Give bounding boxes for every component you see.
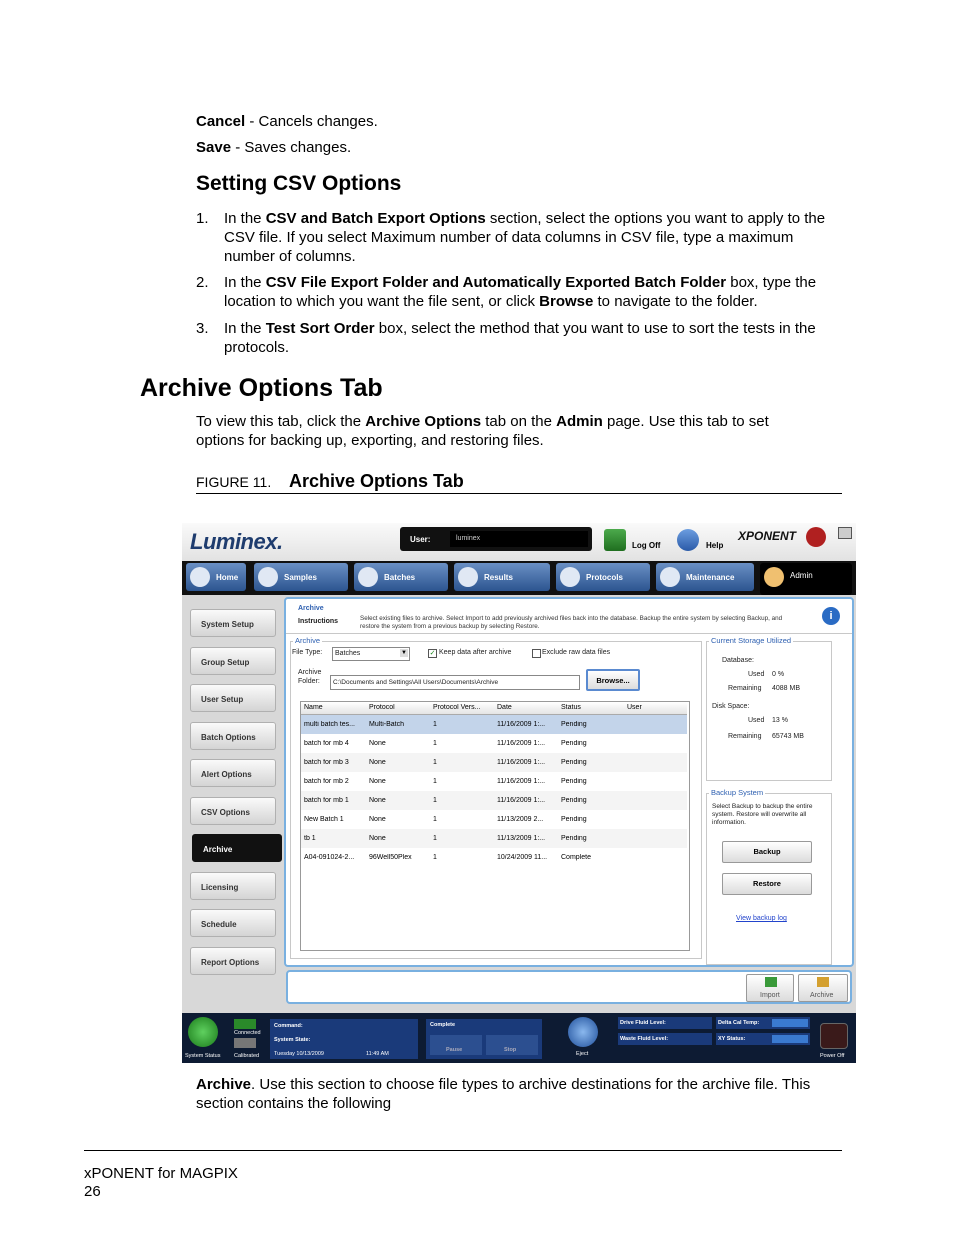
db-used-value: 0 % (772, 671, 785, 678)
table-cell: batch for mb 3 (304, 759, 349, 766)
figure-caption (196, 471, 842, 494)
table-cell: 1 (433, 797, 437, 804)
table-row[interactable] (301, 734, 687, 753)
disk-remaining-value: 65743 MB (772, 733, 804, 740)
app-header (182, 523, 856, 561)
nav-admin[interactable]: Admin (760, 563, 852, 595)
sidebar-item-report-options[interactable]: Report Options (190, 947, 276, 975)
view-backup-log-link[interactable]: View backup log (736, 915, 787, 922)
table-cell: Pending (561, 816, 587, 823)
drive-fluid-panel: Drive Fluid Level: (618, 1017, 712, 1029)
archive-screenshot (182, 523, 856, 1063)
archive-group-title: Archive (295, 636, 321, 645)
eject-icon[interactable] (568, 1017, 598, 1047)
sidebar-item-system-setup[interactable]: System Setup (190, 609, 276, 637)
table-cell: 1 (433, 835, 437, 842)
chevron-down-icon: ▼ (401, 650, 407, 656)
table-row[interactable] (301, 791, 687, 810)
col-protocol-version[interactable]: Protocol Vers... (433, 704, 481, 711)
table-cell: None (369, 759, 386, 766)
col-name[interactable]: Name (304, 704, 323, 711)
table-cell: Pending (561, 740, 587, 747)
status-bar (182, 1013, 856, 1063)
calibrated-icon (234, 1038, 256, 1048)
table-cell: 11/16/2009 1:... (497, 721, 546, 728)
table-cell: None (369, 740, 386, 747)
table-cell: 11/13/2009 1:... (497, 835, 546, 842)
disk-used-value: 13 % (772, 717, 788, 724)
user-box (400, 527, 592, 551)
table-row[interactable] (301, 753, 687, 772)
col-date[interactable]: Date (497, 704, 512, 711)
nav-maintenance[interactable]: Maintenance (656, 563, 754, 591)
table-cell: 1 (433, 854, 437, 861)
connected-label: Connected (234, 1030, 261, 1036)
logoff-icon[interactable] (604, 529, 626, 551)
table-cell: None (369, 835, 386, 842)
table-cell: 11/16/2009 1:... (497, 778, 546, 785)
disk-remaining-label: Remaining (728, 733, 762, 740)
database-label: Database: (722, 657, 754, 664)
table-cell: tb 1 (304, 835, 316, 842)
table-cell: A04-091024-2... (304, 854, 355, 861)
table-cell: None (369, 797, 386, 804)
archive-folder-label-2: Folder: (298, 678, 320, 685)
table-cell: New Batch 1 (304, 816, 344, 823)
import-icon (765, 977, 777, 987)
delta-cal-panel: Delta Cal Temp: (716, 1017, 810, 1029)
step-3: 3. In the Test Sort Order box, select the method that you want to use to sort the tests in the protocols. (196, 320, 816, 356)
table-cell: Complete (561, 854, 591, 861)
archive-table (300, 701, 690, 951)
xponent-brand: XPONENT (738, 529, 797, 543)
keep-data-label: Keep data after archive (439, 649, 512, 656)
table-cell: 1 (433, 778, 437, 785)
exclude-raw-checkbox[interactable] (532, 649, 541, 658)
table-cell: 1 (433, 816, 437, 823)
footer-page-number: 26 (84, 1183, 101, 1200)
archive-folder-input[interactable]: C:\Documents and Settings\All Users\Documents\Archive (330, 675, 580, 690)
table-cell: 1 (433, 721, 437, 728)
save-description: Save - Saves changes. (196, 139, 352, 156)
admin-icon (764, 567, 784, 587)
sidebar-item-csv-options[interactable]: CSV Options (190, 797, 276, 825)
col-protocol[interactable]: Protocol (369, 704, 395, 711)
table-cell: Pending (561, 759, 587, 766)
sidebar-item-licensing[interactable]: Licensing (190, 872, 276, 900)
luminex-logo: Luminex. (190, 529, 283, 554)
table-row[interactable] (301, 772, 687, 791)
sidebar-item-alert-options[interactable]: Alert Options (190, 759, 276, 787)
table-cell: 1 (433, 740, 437, 747)
db-remaining-label: Remaining (728, 685, 762, 692)
footer-product: xPONENT for MAGPIX (84, 1165, 238, 1182)
progress-panel: Complete Pause Stop (426, 1019, 542, 1059)
power-indicator-icon (806, 527, 826, 547)
db-used-label: Used (748, 671, 765, 678)
table-row[interactable] (301, 810, 687, 829)
intro-paragraph: To view this tab, click the Archive Options tab on the Admin page. Use this tab to set options for backing up, exporting, and restoring files. (196, 413, 769, 449)
archive-box-icon (817, 977, 829, 987)
step-2: 2. In the CSV File Export Folder and Automatically Exported Batch Folder box, type the location to which you want the file sent, or click Browse to navigate to the folder. (196, 274, 817, 310)
instructions-label: Instructions (298, 618, 339, 625)
table-cell: Pending (561, 797, 587, 804)
table-cell: 11/16/2009 1:... (497, 759, 546, 766)
table-cell: None (369, 816, 386, 823)
main-nav (182, 561, 856, 595)
backup-title: Backup System (711, 788, 764, 797)
help-icon[interactable] (677, 529, 699, 551)
panel-title: Archive (298, 605, 324, 612)
home-icon (190, 567, 210, 587)
eject-label: Eject (576, 1051, 589, 1057)
results-icon (458, 567, 478, 587)
sidebar-item-user-setup[interactable]: User Setup (190, 684, 276, 712)
table-cell: Pending (561, 835, 587, 842)
power-off-label: Power Off (820, 1053, 845, 1059)
connected-icon (234, 1019, 256, 1029)
table-cell: 96Well50Plex (369, 854, 412, 861)
nav-home[interactable]: Home (186, 563, 246, 591)
col-status[interactable]: Status (561, 704, 581, 711)
nav-samples[interactable]: Samples (254, 563, 348, 591)
table-cell: 10/24/2009 11... (497, 854, 548, 861)
db-remaining-value: 4088 MB (772, 685, 801, 692)
table-row[interactable] (301, 715, 687, 734)
user-label: User: (410, 535, 431, 544)
table-cell: None (369, 778, 386, 785)
table-cell: batch for mb 1 (304, 797, 349, 804)
power-off-icon[interactable] (820, 1023, 848, 1049)
table-cell: 11/13/2009 2... (497, 816, 544, 823)
table-row[interactable] (301, 848, 687, 867)
batches-icon (358, 567, 378, 587)
import-button[interactable]: Import (746, 974, 794, 1002)
disk-label: Disk Space: (712, 703, 750, 710)
minimize-icon[interactable] (838, 527, 852, 539)
table-cell: Pending (561, 778, 587, 785)
col-user[interactable]: User (627, 704, 642, 711)
archive-panel (284, 597, 854, 967)
stop-button[interactable]: Stop (486, 1035, 538, 1055)
info-icon[interactable]: i (822, 607, 840, 625)
archive-folder-label: Archive (298, 669, 322, 676)
backup-text: Select Backup to backup the entire system. Restore will overwrite all information. (712, 803, 813, 826)
protocols-icon (560, 567, 580, 587)
figure-label: FIGURE 11. (196, 474, 272, 490)
nav-batches[interactable]: Batches (354, 563, 448, 591)
table-cell: Multi-Batch (369, 721, 405, 728)
file-type-select[interactable]: Batches ▼ (332, 647, 410, 661)
footer-divider (84, 1150, 842, 1151)
table-cell: 11/16/2009 1:... (497, 797, 546, 804)
table-row[interactable] (301, 829, 687, 848)
waste-fluid-panel: Waste Fluid Level: (618, 1033, 712, 1045)
file-type-label: File Type: (292, 649, 323, 656)
table-cell: 1 (433, 759, 437, 766)
keep-data-checkbox[interactable]: ✓ (429, 650, 436, 657)
csv-options-heading: Setting CSV Options (196, 172, 402, 195)
storage-title: Current Storage Utilized (711, 636, 792, 645)
table-cell: batch for mb 4 (304, 740, 349, 747)
logoff-button[interactable]: Log Off (632, 541, 661, 550)
instructions-text: Select existing files to archive. Select Import to add previously archived files back into the database. Backup the entire system by selecting Backup, and restore the system from a previous backup by selecting Restore. (360, 615, 783, 630)
archive-section-paragraph: Archive. Use this section to choose file types to archive destinations for the archive file. This section contains the following (196, 1076, 811, 1112)
xy-status-panel: XY Status: (716, 1033, 810, 1045)
table-cell: 11/16/2009 1:... (497, 740, 546, 747)
command-panel: Command: System State: Tuesday 10/13/2009 11:49 AM (270, 1019, 418, 1059)
pause-button[interactable]: Pause (430, 1035, 482, 1055)
table-cell: batch for mb 2 (304, 778, 349, 785)
sidebar-item-batch-options[interactable]: Batch Options (190, 722, 276, 750)
sidebar-item-group-setup[interactable]: Group Setup (190, 647, 276, 675)
browse-button[interactable]: Browse... (586, 669, 640, 691)
backup-button[interactable]: Backup (722, 841, 812, 863)
system-status-label: System Status (185, 1053, 221, 1059)
table-cell: Pending (561, 721, 587, 728)
step-1: 1. In the CSV and Batch Export Options section, select the options you want to apply to the CSV file. If you select Maximum number of data columns in CSV file, type a maximum number of columns. (196, 210, 826, 265)
maintenance-icon (660, 567, 680, 587)
restore-button[interactable]: Restore (722, 873, 812, 895)
archive-options-heading: Archive Options Tab (140, 374, 383, 402)
system-status-icon[interactable] (188, 1017, 218, 1047)
action-bar (286, 970, 852, 1004)
disk-used-label: Used (748, 717, 765, 724)
nav-results[interactable]: Results (454, 563, 550, 591)
nav-protocols[interactable]: Protocols (556, 563, 650, 591)
sidebar-item-archive[interactable]: Archive (192, 834, 282, 862)
exclude-raw-label: Exclude raw data files (542, 649, 611, 656)
divider (286, 633, 852, 634)
calibrated-label: Calibrated (234, 1053, 260, 1059)
samples-icon (258, 567, 278, 587)
user-value: luminex (450, 531, 588, 547)
table-cell: multi batch tes... (304, 721, 355, 728)
cancel-description: Cancel - Cancels changes. (196, 113, 378, 130)
sidebar-item-schedule[interactable]: Schedule (190, 909, 276, 937)
help-button[interactable]: Help (706, 541, 724, 550)
archive-button[interactable]: Archive (798, 974, 848, 1002)
figure-title: Archive Options Tab (289, 471, 464, 491)
table-header (301, 702, 687, 715)
